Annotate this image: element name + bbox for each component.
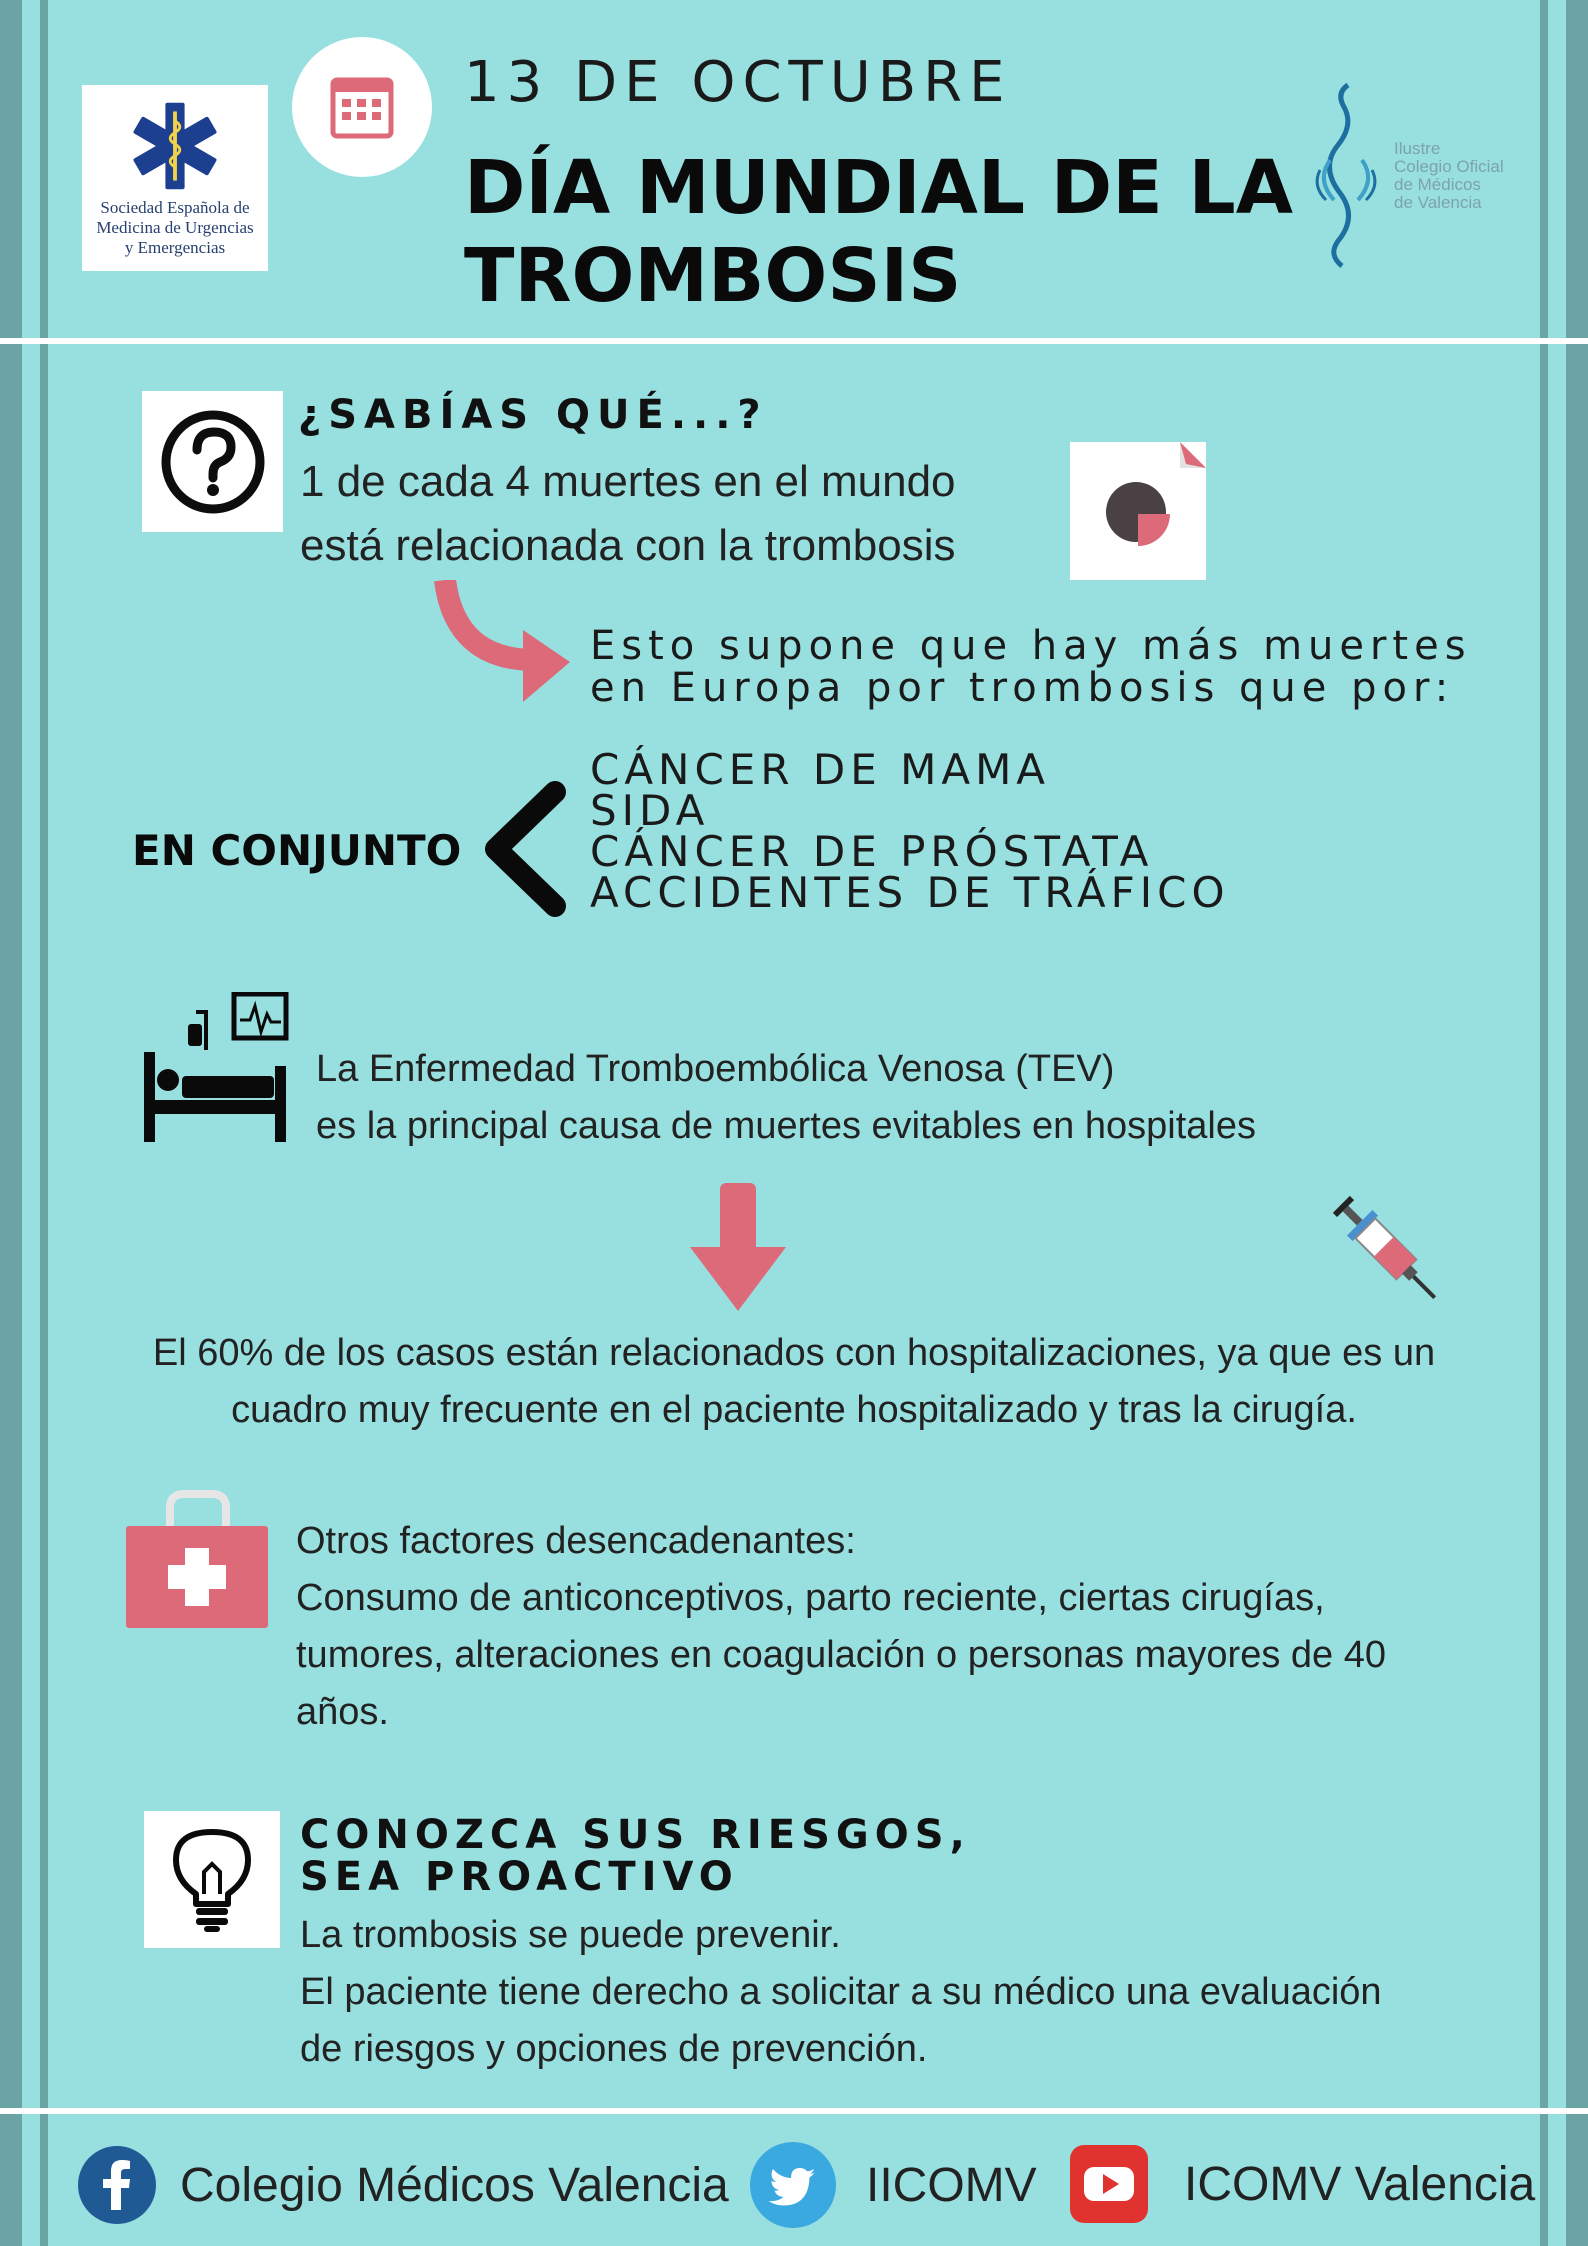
sabias-line-1: 1 de cada 4 muertes en el mundo — [300, 457, 956, 506]
conozca-line-1: La trombosis se puede prevenir. — [300, 1914, 841, 1956]
tev-line-1: La Enfermedad Tromboembólica Venosa (TEV) — [316, 1048, 1115, 1090]
twitter-icon — [750, 2142, 836, 2228]
icomv-logo-line-2: Colegio Oficial — [1394, 157, 1504, 176]
sabias-text — [300, 450, 956, 578]
conozca-text — [300, 1907, 1382, 2078]
chart-card — [1070, 442, 1206, 580]
youtube-label: ICOMV Valencia — [1184, 2157, 1536, 2211]
icomv-logo — [1310, 80, 1530, 270]
syringe-icon — [1320, 1183, 1456, 1319]
europa-text — [590, 625, 1472, 709]
icomv-logo-line-3: de Médicos — [1394, 175, 1481, 194]
sabias-heading: ¿SABÍAS QUÉ...? — [298, 392, 768, 438]
factores-line-2: Consumo de anticonceptivos, parto reciente, ciertas cirugías, — [296, 1577, 1325, 1619]
factores-text — [296, 1513, 1386, 1741]
event-date: 13 DE OCTUBRE — [464, 50, 1012, 115]
star-of-life-icon — [127, 98, 223, 194]
youtube-link[interactable] — [1070, 2143, 1535, 2225]
cause-item-1: CÁNCER DE MAMA — [590, 745, 1051, 794]
hospital-line-1: El 60% de los casos están relacionados con hospitalizaciones, ya que es un — [152, 1332, 1436, 1374]
conozca-heading-line-2: SEA PROACTIVO — [300, 1854, 739, 1900]
facebook-link[interactable] — [78, 2145, 729, 2225]
lightbulb-icon — [172, 1828, 252, 1932]
frame-stripe-right — [1566, 0, 1588, 2246]
curved-arrow-icon — [425, 580, 575, 710]
question-mark-icon — [159, 408, 267, 516]
footer-divider — [0, 2108, 1588, 2114]
first-aid-kit-icon — [124, 1490, 270, 1630]
conozca-line-2: El paciente tiene derecho a solicitar a su médico una evaluación — [300, 1971, 1382, 2013]
conozca-line-3: de riesgos y opciones de prevención. — [300, 2028, 928, 2070]
hospital-bed-icon — [140, 992, 290, 1144]
conozca-heading-line-1: CONOZCA SUS RIESGOS, — [300, 1812, 971, 1858]
icomv-logo-line-4: de Valencia — [1394, 193, 1482, 212]
facebook-icon — [78, 2146, 156, 2224]
factores-line-4: años. — [296, 1691, 389, 1733]
page-title-line-2: TROMBOSIS — [464, 233, 962, 319]
question-card — [142, 391, 283, 532]
cause-item-3: CÁNCER DE PRÓSTATA — [590, 827, 1154, 876]
hospital-text — [0, 1325, 1588, 1439]
twitter-link[interactable] — [750, 2142, 1037, 2228]
hospital-line-2: cuadro muy frecuente en el paciente hospitalizado y tras la cirugía. — [231, 1389, 1357, 1431]
pie-document-icon — [1070, 442, 1206, 580]
cause-item-2: SIDA — [590, 786, 710, 835]
frame-stripe-left — [0, 0, 22, 2246]
causes-list — [590, 745, 1230, 917]
frame-stripe-right-thin — [1540, 0, 1548, 2246]
cause-item-4: ACCIDENTES DE TRÁFICO — [590, 868, 1230, 917]
europa-line-2: en Europa por trombosis que por: — [590, 665, 1455, 711]
semes-logo-line-1: Sociedad Española de — [100, 198, 250, 217]
down-arrow-icon — [690, 1183, 786, 1313]
factores-line-1: Otros factores desencadenantes: — [296, 1520, 856, 1562]
frame-stripe-left-thin — [40, 0, 48, 2246]
sabias-line-2: está relacionada con la trombosis — [300, 521, 956, 570]
twitter-label: IICOMV — [866, 2158, 1037, 2212]
tev-line-2: es la principal causa de muertes evitables en hospitales — [316, 1105, 1256, 1147]
factores-line-3: tumores, alteraciones en coagulación o personas mayores de 40 — [296, 1634, 1386, 1676]
page-title — [464, 144, 1293, 320]
page-title-line-1: DÍA MUNDIAL DE LA — [464, 145, 1293, 231]
semes-logo-line-2: Medicina de Urgencias — [96, 218, 254, 237]
calendar-icon — [329, 74, 395, 140]
lightbulb-card — [144, 1811, 280, 1948]
tev-text — [316, 1041, 1256, 1155]
en-conjunto-label: EN CONJUNTO — [132, 826, 462, 875]
europa-line-1: Esto supone que hay más muertes — [590, 623, 1472, 669]
icomv-logo-line-1: Ilustre — [1394, 139, 1441, 158]
facebook-label: Colegio Médicos Valencia — [180, 2158, 729, 2212]
conozca-heading — [300, 1814, 971, 1898]
semes-logo-line-3: y Emergencias — [124, 238, 226, 257]
semes-logo — [82, 85, 268, 271]
header-divider — [0, 338, 1588, 344]
left-chevron-icon — [480, 780, 570, 918]
youtube-icon — [1070, 2145, 1148, 2223]
calendar-badge — [292, 37, 432, 177]
icomv-serpent-icon — [1310, 80, 1380, 270]
